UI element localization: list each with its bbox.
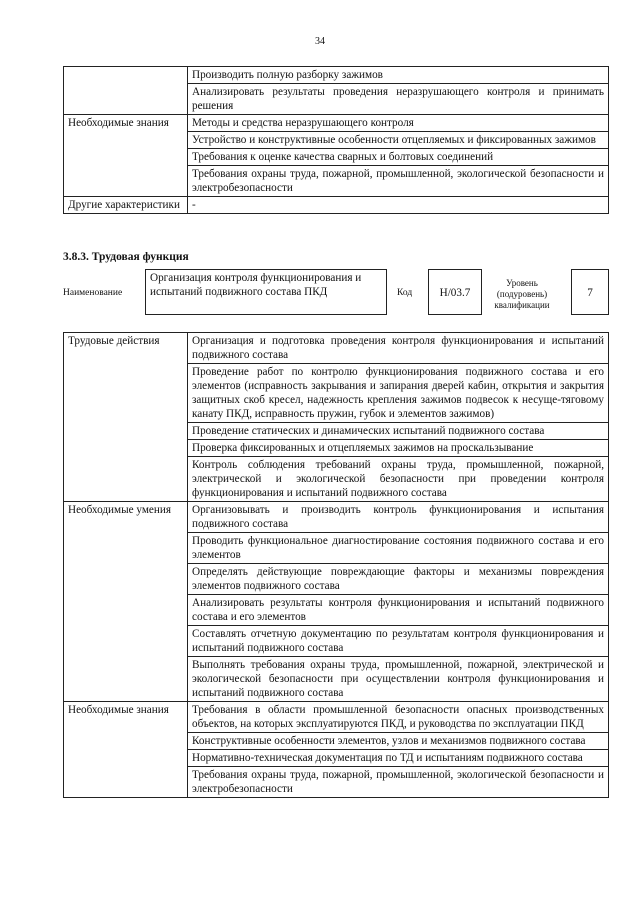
table-row (64, 502, 609, 533)
row-label: Необходимые умения (64, 502, 188, 702)
row-item: Проводить функциональное диагностирование состояния подвижного состава и его элементов (188, 533, 609, 564)
row-item: Проведение работ по контролю функционирования подвижного состава и его элементов (исправность закрывания и запирания дверей кабин, открытия и закрытия защитных скоб кресел, надежность крепления зажимов подвесок к несуще-тяговому канату ПКД, исправность пружин, губок и элементов зажимов) (188, 364, 609, 423)
row-item: Нормативно-техническая документация по ТД и испытаниям подвижного состава (188, 750, 609, 767)
code-value: H/03.7 (428, 269, 482, 315)
section-title: 3.8.3. Трудовая функция (63, 251, 189, 263)
row-item: Методы и средства неразрушающего контроля (188, 115, 609, 132)
row-item: Анализировать результаты контроля функционирования и испытаний подвижного состава и его элементов (188, 595, 609, 626)
row-item: Производить полную разборку зажимов (188, 67, 609, 84)
row-item: - (188, 197, 609, 214)
row-item: Требования охраны труда, пожарной, промышленной, экологической безопасности и электробезопасности (188, 166, 609, 197)
table-main (63, 332, 609, 798)
row-item: Требования охраны труда, пожарной, промышленной, экологической безопасности и электробезопасности (188, 767, 609, 798)
row-item: Требования к оценке качества сварных и болтовых соединений (188, 149, 609, 166)
row-label: Необходимые знания (64, 115, 188, 197)
row-item: Организация и подготовка проведения контроля функционирования и испытаний подвижного состава (188, 333, 609, 364)
function-header (63, 266, 609, 316)
row-item: Конструктивные особенности элементов, узлов и механизмов подвижного состава (188, 733, 609, 750)
row-label (64, 67, 188, 115)
row-label: Трудовые действия (64, 333, 188, 502)
row-item: Организовывать и производить контроль функционирования и испытания подвижного состава (188, 502, 609, 533)
page-number: 34 (315, 36, 325, 47)
table-top (63, 66, 609, 214)
table-row (64, 702, 609, 733)
table-row (64, 67, 609, 84)
row-item: Требования в области промышленной безопасности опасных производственных объектов, на которых эксплуатируются ПКД, и руководства по эксплуатации ПКД (188, 702, 609, 733)
row-item: Устройство и конструктивные особенности отцепляемых и фиксированных зажимов (188, 132, 609, 149)
row-item: Проверка фиксированных и отцепляемых зажимов на проскальзывание (188, 440, 609, 457)
row-item: Выполнять требования охраны труда, промышленной, пожарной, электрической и экологической безопасности при осуществлении контроля функционирования и испытаний подвижного состава (188, 657, 609, 702)
row-label: Другие характеристики (64, 197, 188, 214)
level-value: 7 (571, 269, 609, 315)
level-label: Уровень (подуровень) квалификации (494, 278, 550, 310)
row-item: Контроль соблюдения требований охраны труда, промышленной, пожарной, электрической и экологической безопасности при проведении контроля функционирования и испытаний подвижного состава (188, 457, 609, 502)
name-label: Наименование (63, 288, 123, 298)
row-item: Составлять отчетную документацию по результатам контроля функционирования и испытаний подвижного состава (188, 626, 609, 657)
code-label: Код (397, 288, 413, 298)
table-row (64, 333, 609, 364)
row-item: Анализировать результаты проведения неразрушающего контроля и принимать решения (188, 84, 609, 115)
row-item: Определять действующие повреждающие факторы и механизмы повреждения элементов подвижного состава (188, 564, 609, 595)
table-row (64, 115, 609, 132)
name-value: Организация контроля функционирования и испытаний подвижного состава ПКД (145, 269, 387, 315)
table-row (64, 197, 609, 214)
row-item: Проведение статических и динамических испытаний подвижного состава (188, 423, 609, 440)
row-label: Необходимые знания (64, 702, 188, 798)
